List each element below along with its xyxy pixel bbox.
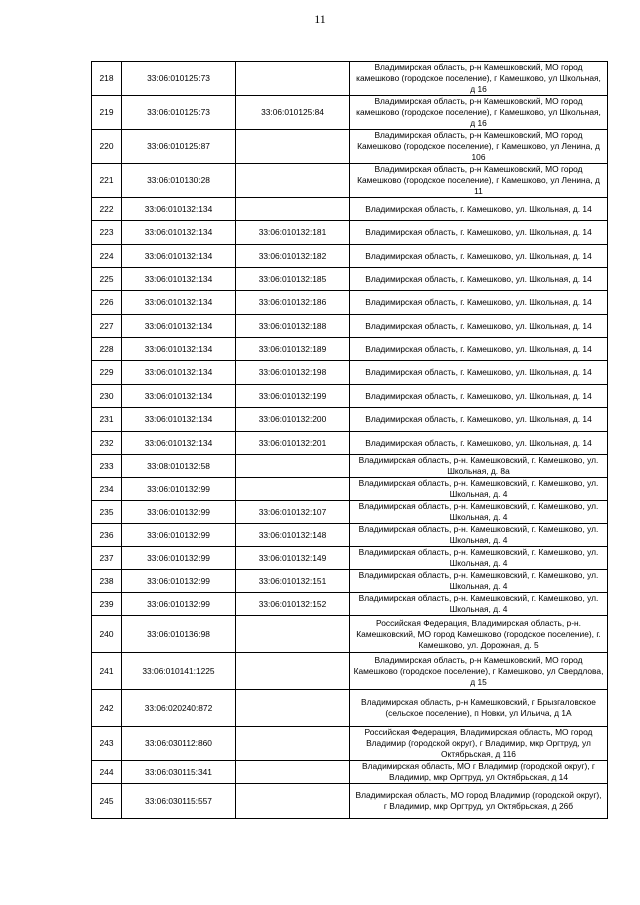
page-number: 11 [314,12,326,26]
address-cell: Владимирская область, г. Камешково, ул. Школьная, д. 14 [350,408,608,432]
row-number-cell: 245 [92,784,122,819]
table-row [92,690,608,727]
address-cell: Владимирская область, р-н Камешковский, МО город Камешково (городское поселение), г Камешково, ул Ленина, д 106 [350,130,608,164]
address-cell: Владимирская область, р-н. Камешковский, г. Камешково, ул. Школьная, д. 4 [350,547,608,570]
sub-object-number-cell [236,616,350,653]
row-number-cell: 219 [92,96,122,130]
address-cell: Владимирская область, г. Камешково, ул. Школьная, д. 14 [350,245,608,268]
sub-object-number-cell [236,455,350,478]
row-number-cell: 234 [92,478,122,501]
sub-object-number-cell: 33:06:010132:186 [236,291,350,315]
cadastral-number-cell: 33:06:010132:134 [122,198,236,221]
sub-object-number-cell: 33:06:010132:199 [236,385,350,408]
address-cell: Владимирская область, г. Камешково, ул. Школьная, д. 14 [350,198,608,221]
table-row [92,361,608,385]
cadastral-number-cell: 33:06:020240:872 [122,690,236,727]
row-number-cell: 244 [92,761,122,784]
table-row [92,245,608,268]
sub-object-number-cell: 33:06:010125:84 [236,96,350,130]
table-row [92,198,608,221]
cadastral-number-cell: 33:06:010125:87 [122,130,236,164]
address-cell: Российская Федерация, Владимирская область, МО город Владимир (городской округ), г Владимир, мкр Оргтруд, ул Октябрьская, д 116 [350,727,608,761]
row-number-cell: 232 [92,432,122,455]
row-number-cell: 241 [92,653,122,690]
address-cell: Владимирская область, р-н Камешковский, г Брызгаловское (сельское поселение), п Новки, ул Ильича, д 1А [350,690,608,727]
row-number-cell: 226 [92,291,122,315]
row-number-cell: 229 [92,361,122,385]
table-row [92,524,608,547]
address-cell: Владимирская область, г. Камешково, ул. Школьная, д. 14 [350,268,608,291]
cadastral-number-cell: 33:06:010132:134 [122,338,236,361]
table-row [92,315,608,338]
address-cell: Владимирская область, р-н. Камешковский, г. Камешково, ул. Школьная, д. 4 [350,524,608,547]
registry-body [92,62,608,819]
sub-object-number-cell: 33:06:010132:181 [236,221,350,245]
cadastral-number-cell: 33:06:010132:134 [122,245,236,268]
address-cell: Владимирская область, г. Камешково, ул. Школьная, д. 14 [350,338,608,361]
row-number-cell: 227 [92,315,122,338]
table-row [92,221,608,245]
cadastral-number-cell: 33:06:010132:134 [122,268,236,291]
address-cell: Владимирская область, р-н. Камешковский, г. Камешково, ул. Школьная, д. 4 [350,570,608,593]
row-number-cell: 237 [92,547,122,570]
sub-object-number-cell: 33:06:010132:152 [236,593,350,616]
sub-object-number-cell [236,653,350,690]
row-number-cell: 240 [92,616,122,653]
sub-object-number-cell [236,727,350,761]
property-registry-table [91,61,608,819]
table-row [92,291,608,315]
address-cell: Владимирская область, р-н Камешковский, МО город Камешково (городское поселение), г Камешково, ул Свердлова, д 15 [350,653,608,690]
table-row [92,616,608,653]
table-row [92,62,608,96]
cadastral-number-cell: 33:06:010132:134 [122,432,236,455]
sub-object-number-cell [236,761,350,784]
row-number-cell: 228 [92,338,122,361]
cadastral-number-cell: 33:06:010132:134 [122,408,236,432]
cadastral-number-cell: 33:06:010132:99 [122,478,236,501]
cadastral-number-cell: 33:06:010132:134 [122,221,236,245]
sub-object-number-cell: 33:06:010132:151 [236,570,350,593]
table-row [92,501,608,524]
cadastral-number-cell: 33:06:010132:134 [122,291,236,315]
sub-object-number-cell [236,784,350,819]
cadastral-number-cell: 33:06:010132:99 [122,593,236,616]
row-number-cell: 224 [92,245,122,268]
table-row [92,455,608,478]
cadastral-number-cell: 33:06:010132:134 [122,315,236,338]
address-cell: Владимирская область, р-н Камешковский, МО город камешково (городское поселение), г Камешково, ул Школьная, д 16 [350,96,608,130]
address-cell: Владимирская область, МО г Владимир (городской округ), г Владимир, мкр Оргтруд, ул Октябрьская, д 14 [350,761,608,784]
sub-object-number-cell: 33:06:010132:200 [236,408,350,432]
address-cell: Владимирская область, р-н Камешковский, МО город Камешково (городское поселение), г Камешково, ул Ленина, д 11 [350,164,608,198]
cadastral-number-cell: 33:08:010132:58 [122,455,236,478]
cadastral-number-cell: 33:06:010132:99 [122,501,236,524]
cadastral-number-cell: 33:06:010141:1225 [122,653,236,690]
cadastral-number-cell: 33:06:010132:99 [122,570,236,593]
table-row [92,547,608,570]
cadastral-number-cell: 33:06:010132:99 [122,547,236,570]
cadastral-number-cell: 33:06:010125:73 [122,96,236,130]
row-number-cell: 236 [92,524,122,547]
sub-object-number-cell [236,690,350,727]
table-row [92,96,608,130]
sub-object-number-cell: 33:06:010132:182 [236,245,350,268]
address-cell: Владимирская область, р-н. Камешковский, г. Камешково, ул. Школьная, д. 4 [350,478,608,501]
table-row [92,432,608,455]
row-number-cell: 221 [92,164,122,198]
sub-object-number-cell [236,478,350,501]
row-number-cell: 220 [92,130,122,164]
address-cell: Владимирская область, г. Камешково, ул. Школьная, д. 14 [350,385,608,408]
address-cell: Владимирская область, р-н Камешковский, МО город камешково (городское поселение), г Камешково, ул Школьная, д 16 [350,62,608,96]
row-number-cell: 225 [92,268,122,291]
row-number-cell: 230 [92,385,122,408]
table-row [92,478,608,501]
cadastral-number-cell: 33:06:010132:134 [122,385,236,408]
address-cell: Владимирская область, р-н. Камешковский, г. Камешково, ул. Школьная, д. 4 [350,501,608,524]
cadastral-number-cell: 33:06:030115:341 [122,761,236,784]
sub-object-number-cell: 33:06:010132:149 [236,547,350,570]
row-number-cell: 239 [92,593,122,616]
table-row [92,408,608,432]
sub-object-number-cell: 33:06:010132:107 [236,501,350,524]
sub-object-number-cell: 33:06:010132:198 [236,361,350,385]
sub-object-number-cell [236,198,350,221]
row-number-cell: 222 [92,198,122,221]
table-row [92,268,608,291]
cadastral-number-cell: 33:06:010130:28 [122,164,236,198]
sub-object-number-cell: 33:06:010132:201 [236,432,350,455]
row-number-cell: 223 [92,221,122,245]
table-row [92,385,608,408]
row-number-cell: 235 [92,501,122,524]
sub-object-number-cell: 33:06:010132:185 [236,268,350,291]
row-number-cell: 243 [92,727,122,761]
address-cell: Российская Федерация, Владимирская область, р-н. Камешковский, МО город Камешково (городское поселение), г. Камешково, ул. Дорожная, д. 5 [350,616,608,653]
address-cell: Владимирская область, г. Камешково, ул. Школьная, д. 14 [350,432,608,455]
address-cell: Владимирская область, г. Камешково, ул. Школьная, д. 14 [350,221,608,245]
row-number-cell: 218 [92,62,122,96]
row-number-cell: 238 [92,570,122,593]
cadastral-number-cell: 33:06:010132:99 [122,524,236,547]
cadastral-number-cell: 33:06:030112:860 [122,727,236,761]
address-cell: Владимирская область, г. Камешково, ул. Школьная, д. 14 [350,315,608,338]
table-row [92,570,608,593]
sub-object-number-cell: 33:06:010132:189 [236,338,350,361]
sub-object-number-cell: 33:06:010132:188 [236,315,350,338]
address-cell: Владимирская область, г. Камешково, ул. Школьная, д. 14 [350,291,608,315]
row-number-cell: 231 [92,408,122,432]
table-row [92,338,608,361]
address-cell: Владимирская область, МО город Владимир (городской округ), г Владимир, мкр Оргтруд, ул Октябрьская, д 26б [350,784,608,819]
address-cell: Владимирская область, р-н. Камешковский, г. Камешково, ул. Школьная, д. 4 [350,593,608,616]
cadastral-number-cell: 33:06:010136:98 [122,616,236,653]
table-row [92,727,608,761]
cadastral-number-cell: 33:06:010125:73 [122,62,236,96]
table-row [92,784,608,819]
row-number-cell: 233 [92,455,122,478]
address-cell: Владимирская область, г. Камешково, ул. Школьная, д. 14 [350,361,608,385]
cadastral-number-cell: 33:06:010132:134 [122,361,236,385]
sub-object-number-cell [236,130,350,164]
sub-object-number-cell: 33:06:010132:148 [236,524,350,547]
table-row [92,164,608,198]
table-row [92,653,608,690]
table-row [92,130,608,164]
table-row [92,761,608,784]
sub-object-number-cell [236,164,350,198]
cadastral-number-cell: 33:06:030115:557 [122,784,236,819]
address-cell: Владимирская область, р-н. Камешковский, г. Камешково, ул. Школьная, д. 8а [350,455,608,478]
sub-object-number-cell [236,62,350,96]
table-row [92,593,608,616]
row-number-cell: 242 [92,690,122,727]
